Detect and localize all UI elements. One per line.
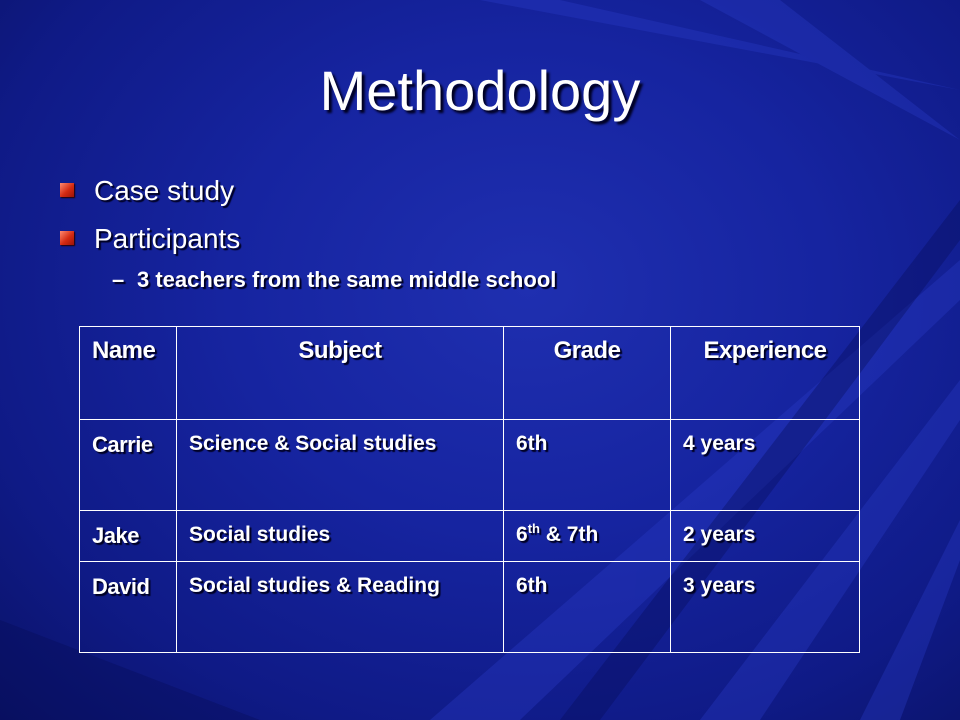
cell-experience: 2 years: [671, 511, 860, 562]
table-row: [80, 420, 860, 511]
header-grade: Grade: [504, 327, 671, 420]
header-subject: Subject: [177, 327, 504, 420]
cell-subject: Social studies: [177, 511, 504, 562]
cell-experience: 3 years: [671, 562, 860, 653]
header-name: Name: [80, 327, 177, 420]
grade-rest: & 7th: [539, 523, 599, 546]
grade-base: 6: [516, 523, 528, 546]
bullet-participants: Participants: [94, 223, 241, 254]
participants-table: [79, 326, 860, 653]
sub-bullet-dash: –: [112, 267, 125, 292]
cell-name: David: [80, 562, 177, 653]
cell-subject: Science & Social studies: [177, 420, 504, 511]
cell-subject: Social studies & Reading: [177, 562, 504, 653]
cell-grade: 6th: [504, 562, 671, 653]
cell-name: Jake: [80, 511, 177, 562]
cell-grade: [504, 511, 671, 562]
cell-experience: 4 years: [671, 420, 860, 511]
slide-title: Methodology: [319, 59, 641, 122]
table-row: [80, 511, 860, 562]
cell-name: Carrie: [80, 420, 177, 511]
table-header-row: [80, 327, 860, 420]
cell-grade: 6th: [504, 420, 671, 511]
header-experience: Experience: [671, 327, 860, 420]
sub-bullet-teachers: 3 teachers from the same middle school: [137, 267, 557, 292]
table-row: [80, 562, 860, 653]
bullet-square-icon: [60, 231, 74, 245]
grade-superscript: th: [527, 521, 540, 536]
bullet-square-icon: [60, 183, 74, 197]
bullet-case-study: Case study: [94, 175, 235, 206]
